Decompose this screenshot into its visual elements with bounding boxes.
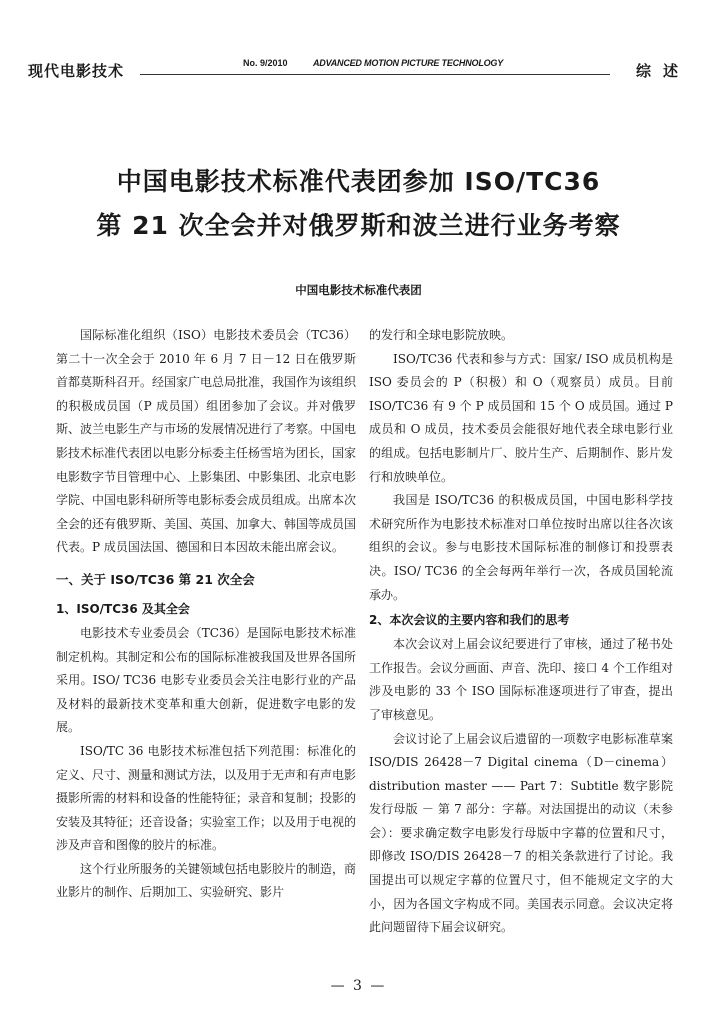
right-column — [369, 324, 673, 940]
journal-name: 现代电影技术 — [28, 62, 125, 80]
body-paragraph: 电影技术专业委员会（TC36）是国际电影技术标准制定机构。其制定和公布的国际标准被我国及世界各国所采用。ISO/ TC36 电影专业委员会关注电影行业的产品及材料的最新技术变革和重大创新，促进数字电影的发展。 — [56, 625, 357, 735]
running-header — [28, 56, 690, 90]
page-number: — 3 — — [330, 978, 387, 994]
body-paragraph: ISO/TC 36 电影技术标准包括下列范围：标准化的定义、尺寸、测量和测试方法，以及用于无声和有声电影摄影所需的材料和设备的性能特征；录音和复制；投影的安装及其特征；还音设备；实验室工作；以及用于电视的涉及声音和图像的胶片的标准。 — [56, 743, 357, 853]
subsection-1-heading: 1、ISO/TC36 及其全会 — [56, 601, 190, 616]
article-title-line-1: 中国电影技术标准代表团参加 ISO/TC36 — [116, 167, 601, 196]
subsection-2-heading: 2、本次会议的主要内容和我们的思考 — [369, 613, 570, 628]
journal-english-title: ADVANCED MOTION PICTURE TECHNOLOGY — [313, 58, 504, 68]
author-byline: 中国电影技术标准代表团 — [295, 283, 422, 297]
body-paragraph: 我国是 ISO/TC36 的积极成员国，中国电影科学技术研究所作为电影技术标准对口单位按时出席以往各次该组织的会议。参与电影技术国际标准的制修订和投票表决。ISO/ TC36 的全会每两年举行一次，各成员国轮流承办。 — [369, 493, 673, 602]
continued-paragraph: 的发行和全球电影院放映。 — [369, 328, 514, 342]
article-title-line-2: 第 21 次全会并对俄罗斯和波兰进行业务考察 — [96, 211, 621, 240]
body-paragraph: 会议讨论了上届会议后遗留的一项数字电影标准草案 ISO/DIS 26428－7 Digital cinema（D－cinema）distribution master —— Part 7：Subtitle 数字影院发行母版 － 第 7 部分：字幕。对法国提出的动议（未参会）：要求确定数字电影发行母版中字幕的位置和尺寸，即修改 ISO/DIS 26428－7 的相关条款进行了讨论。我国提出可以规定字幕的位置尺寸，但不能规定文字的大小，因为各国文字构成不同。美国表示同意。会议决定将此问题留待下届会议研究。 — [369, 731, 673, 935]
issue-number: No. 9/2010 — [243, 58, 288, 68]
body-paragraph: ISO/TC36 代表和参与方式：国家/ ISO 成员机构是 ISO 委员会的 P（积极）和 O（观察员）成员。目前 ISO/TC36 有 9 个 P 成员国和 15 个 O 成员国。通过 P 成员和 O 成员，技术委员会能很好地代表全球电影行业的组成。包括电影制片厂、胶片生产、后期制作、影片发行和放映单位。 — [369, 351, 673, 484]
header-rule — [140, 74, 610, 75]
left-column — [56, 324, 356, 905]
section-1-heading: 一、关于 ISO/TC36 第 21 次全会 — [56, 571, 255, 587]
body-paragraph: 这个行业所服务的关键领域包括电影胶片的制造，商业影片的制作、后期加工、实验研究、影片 — [56, 861, 357, 900]
intro-paragraph: 国际标准化组织（ISO）电影技术委员会（TC36）第二十一次全会于 2010 年 6 月 7 日－12 日在俄罗斯首都莫斯科召开。经国家广电总局批准，我国作为该组织的积极成员国（P 成员国）组团参加了会议。并对俄罗斯、波兰电影生产与市场的发展情况进行了考察。中国电影技术标准代表团以电影分标委主任杨雪培为团长，国家电影数字节目管理中心、上影集团、中影集团、北京电影学院、中国电影科研所等电影标委会成员组成。出席本次全会的还有俄罗斯、美国、英国、加拿大、韩国等成员国代表。P 成员国法国、德国和日本因故未能出席会议。 — [56, 328, 357, 555]
section-tag: 综述 — [635, 62, 690, 80]
body-paragraph: 本次会议对上届会议纪要进行了审核，通过了秘书处工作报告。会议分画面、声音、洗印、接口 4 个工作组对涉及电影的 33 个 ISO 国际标准逐项进行了审查，提出了审核意见。 — [369, 637, 673, 722]
